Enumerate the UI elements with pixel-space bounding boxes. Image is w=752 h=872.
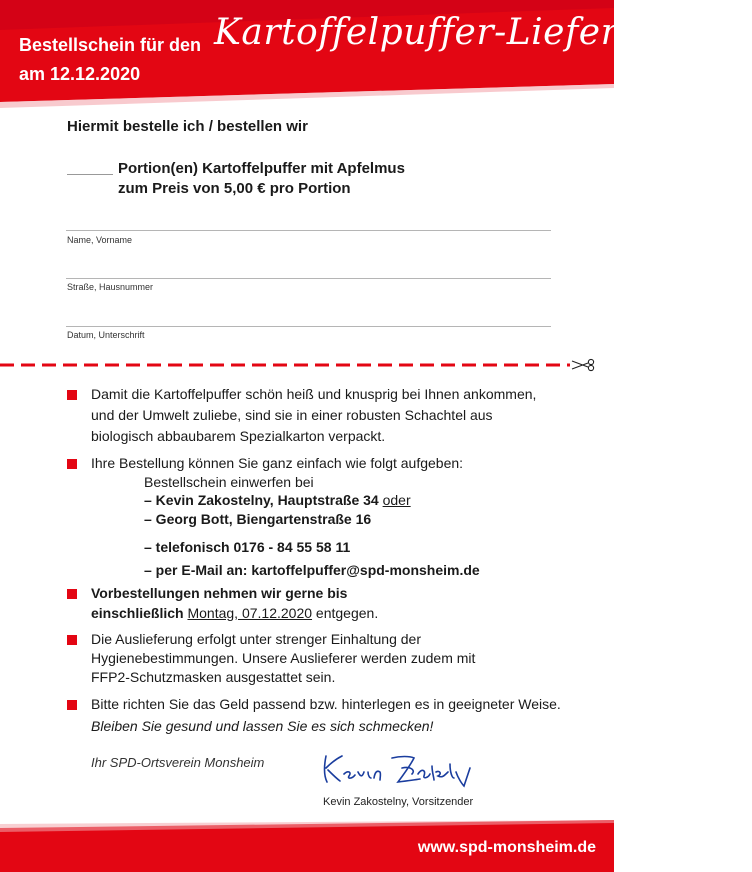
header-script-title: Kartoffelpuffer-Lieferservice <box>214 12 752 53</box>
header-banner <box>0 0 752 110</box>
item2-or: oder <box>382 492 411 508</box>
item3-line2-c: entgegen. <box>315 605 379 621</box>
handwritten-signature <box>318 748 478 788</box>
item4-line1: Die Auslieferung erfolgt unter strenger Einhaltung der <box>91 631 421 647</box>
bullet-square <box>67 635 77 645</box>
date-signature-label: Datum, Unterschrift <box>67 330 145 340</box>
bullet-square <box>67 459 77 469</box>
closing-wish: Bleiben Sie gesund und lassen Sie es sich schmecken! <box>91 718 434 734</box>
portion-text-line1: Portion(en) Kartoffelpuffer mit Apfelmus <box>118 160 405 177</box>
order-intro: Hiermit bestelle ich / bestellen wir <box>67 118 308 135</box>
name-field[interactable] <box>66 230 551 231</box>
address-field[interactable] <box>66 278 551 279</box>
item2-line1: Ihre Bestellung können Sie ganz einfach wie folgt aufgeben: <box>91 455 464 471</box>
item2-phone: – telefonisch 0176 - 84 55 58 11 <box>144 539 351 555</box>
item1-line2: und der Umwelt zuliebe, sind sie in einer robusten Schachtel aus <box>91 407 493 423</box>
name-field-label: Name, Vorname <box>67 235 133 245</box>
item5-line1: Bitte richten Sie das Geld passend bzw. hinterlegen es in geeigneter Weise. <box>91 696 561 712</box>
item3-line2-a: einschließlich <box>91 605 184 621</box>
sender: Ihr SPD-Ortsverein Monsheim <box>91 755 265 770</box>
website-link[interactable]: www.spd-monsheim.de <box>417 839 596 856</box>
bullet-square <box>67 589 77 599</box>
item2-email: – per E-Mail an: kartoffelpuffer@spd-monsheim.de <box>144 562 480 578</box>
header-date: am 12.12.2020 <box>19 64 141 84</box>
item3-deadline: Montag, 07.12.2020 <box>187 605 313 621</box>
item3-line2 <box>91 604 378 624</box>
item4-line3: FFP2-Schutzmasken ausgestattet sein. <box>91 669 336 685</box>
scissors-icon <box>572 359 594 370</box>
portion-text-line2: zum Preis von 5,00 € pro Portion <box>118 180 351 197</box>
portion-count-field[interactable] <box>67 174 113 175</box>
cut-line <box>0 359 600 371</box>
item4-line2: Hygienebestimmungen. Unsere Auslieferer werden zudem mit <box>91 650 476 666</box>
item1-line1: Damit die Kartoffelpuffer schön heiß und knusprig bei Ihnen ankommen, <box>91 386 537 402</box>
item3-line1: Vorbestellungen nehmen wir gerne bis <box>91 585 348 601</box>
item2-address-georg: – Georg Bott, Biengartenstraße 16 <box>144 511 372 527</box>
item2-address-kevin <box>144 492 411 508</box>
header-title-line1: Bestellschein für den <box>19 35 202 55</box>
address-field-label: Straße, Hausnummer <box>67 282 154 292</box>
date-signature-field[interactable] <box>66 326 551 327</box>
bullet-square <box>67 700 77 710</box>
item2-address-kevin-text: – Kevin Zakostelny, Hauptstraße 34 <box>144 492 379 508</box>
item2-drop-off: Bestellschein einwerfen bei <box>144 474 314 490</box>
signature-caption: Kevin Zakostelny, Vorsitzender <box>323 796 474 808</box>
bullet-square <box>67 390 77 400</box>
footer-banner <box>0 820 614 872</box>
item1-line3: biologisch abbaubarem Spezialkarton verpackt. <box>91 428 386 444</box>
